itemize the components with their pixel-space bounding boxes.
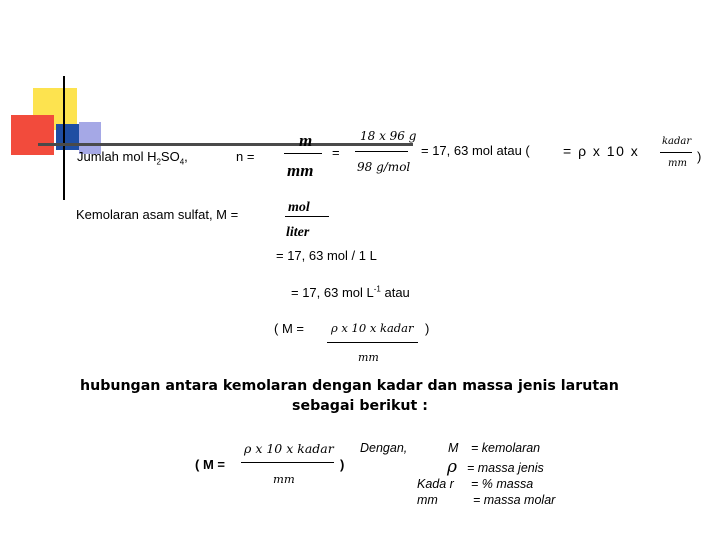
fraction-m-denominator: mm	[287, 161, 314, 180]
legend-dengan: Dengan,	[360, 441, 408, 455]
decor-horizontal-line	[38, 143, 413, 146]
fraction-mol-line	[285, 216, 329, 217]
line1-label-main: Jumlah mol H	[77, 149, 157, 164]
paren-formula-numerator: ρ x 10 x kadar	[331, 321, 414, 335]
line1-label	[77, 149, 188, 167]
main-formula-numerator: ρ x 10 x kadar	[244, 441, 334, 456]
main-formula-denominator: mm	[273, 472, 295, 486]
fraction-mol-numerator: mol	[288, 200, 310, 215]
legend-kadar-definition: = % massa	[471, 477, 534, 491]
fraction-mass-numerator: 18 x 96 g	[360, 129, 417, 143]
paren-formula-denominator: mm	[358, 351, 379, 364]
fraction-kadar-line	[660, 152, 692, 153]
line1-sub-4: 4	[179, 157, 185, 167]
line1-label-so: SO	[160, 149, 180, 164]
main-formula-line	[241, 462, 334, 463]
n-equals: n =	[236, 149, 255, 164]
equals-sign-1: =	[332, 145, 340, 160]
step2-superscript: -1	[373, 284, 381, 294]
main-formula-open: ( M =	[195, 457, 225, 472]
legend-m-symbol: M	[448, 441, 459, 455]
line1-result: = 17, 63 mol atau (	[421, 143, 530, 158]
decor-vertical-line	[63, 76, 65, 200]
step2-text: = 17, 63 mol L	[291, 285, 374, 300]
main-formula-close: )	[340, 457, 345, 472]
paren-formula-open: ( M =	[274, 321, 304, 336]
legend-mm-definition: = massa molar	[473, 493, 556, 507]
line1-sub-2: 2	[156, 157, 161, 167]
fraction-mass-denominator: 98 g/mol	[357, 160, 411, 174]
fraction-m-line	[284, 153, 322, 154]
decor-blue-square	[56, 124, 80, 150]
legend-kadar-symbol: Kada r	[417, 477, 454, 491]
fraction-m-numerator: m	[299, 131, 313, 150]
fraction-kadar-numerator: kadar	[662, 136, 692, 147]
heading-line-1: hubungan antara kemolaran dengan kadar dan massa jenis larutan	[80, 378, 619, 394]
line1-comma: ,	[184, 149, 188, 164]
legend-m-definition: = kemolaran	[471, 441, 541, 455]
step-result-2	[291, 286, 410, 299]
fraction-mol-denominator: liter	[286, 225, 310, 240]
decor-red-square	[11, 115, 54, 155]
fraction-kadar-denominator: mm	[668, 158, 687, 169]
step-result-1: = 17, 63 mol / 1 L	[276, 248, 377, 263]
rho-expression: = ρ x 10 x	[563, 143, 640, 159]
step2-atau: atau	[380, 285, 410, 300]
legend-rho-symbol: ρ	[447, 457, 457, 477]
paren-formula-line	[327, 342, 418, 343]
kemolaran-label: Kemolaran asam sulfat, M =	[76, 207, 239, 222]
legend-mm-symbol: mm	[417, 493, 438, 507]
fraction-mass-line	[355, 151, 408, 152]
paren-formula-close: )	[425, 321, 430, 336]
heading-line-2: sebagai berikut :	[292, 398, 428, 414]
line1-close-paren: )	[697, 149, 702, 164]
legend-rho-definition: = massa jenis	[467, 461, 544, 475]
